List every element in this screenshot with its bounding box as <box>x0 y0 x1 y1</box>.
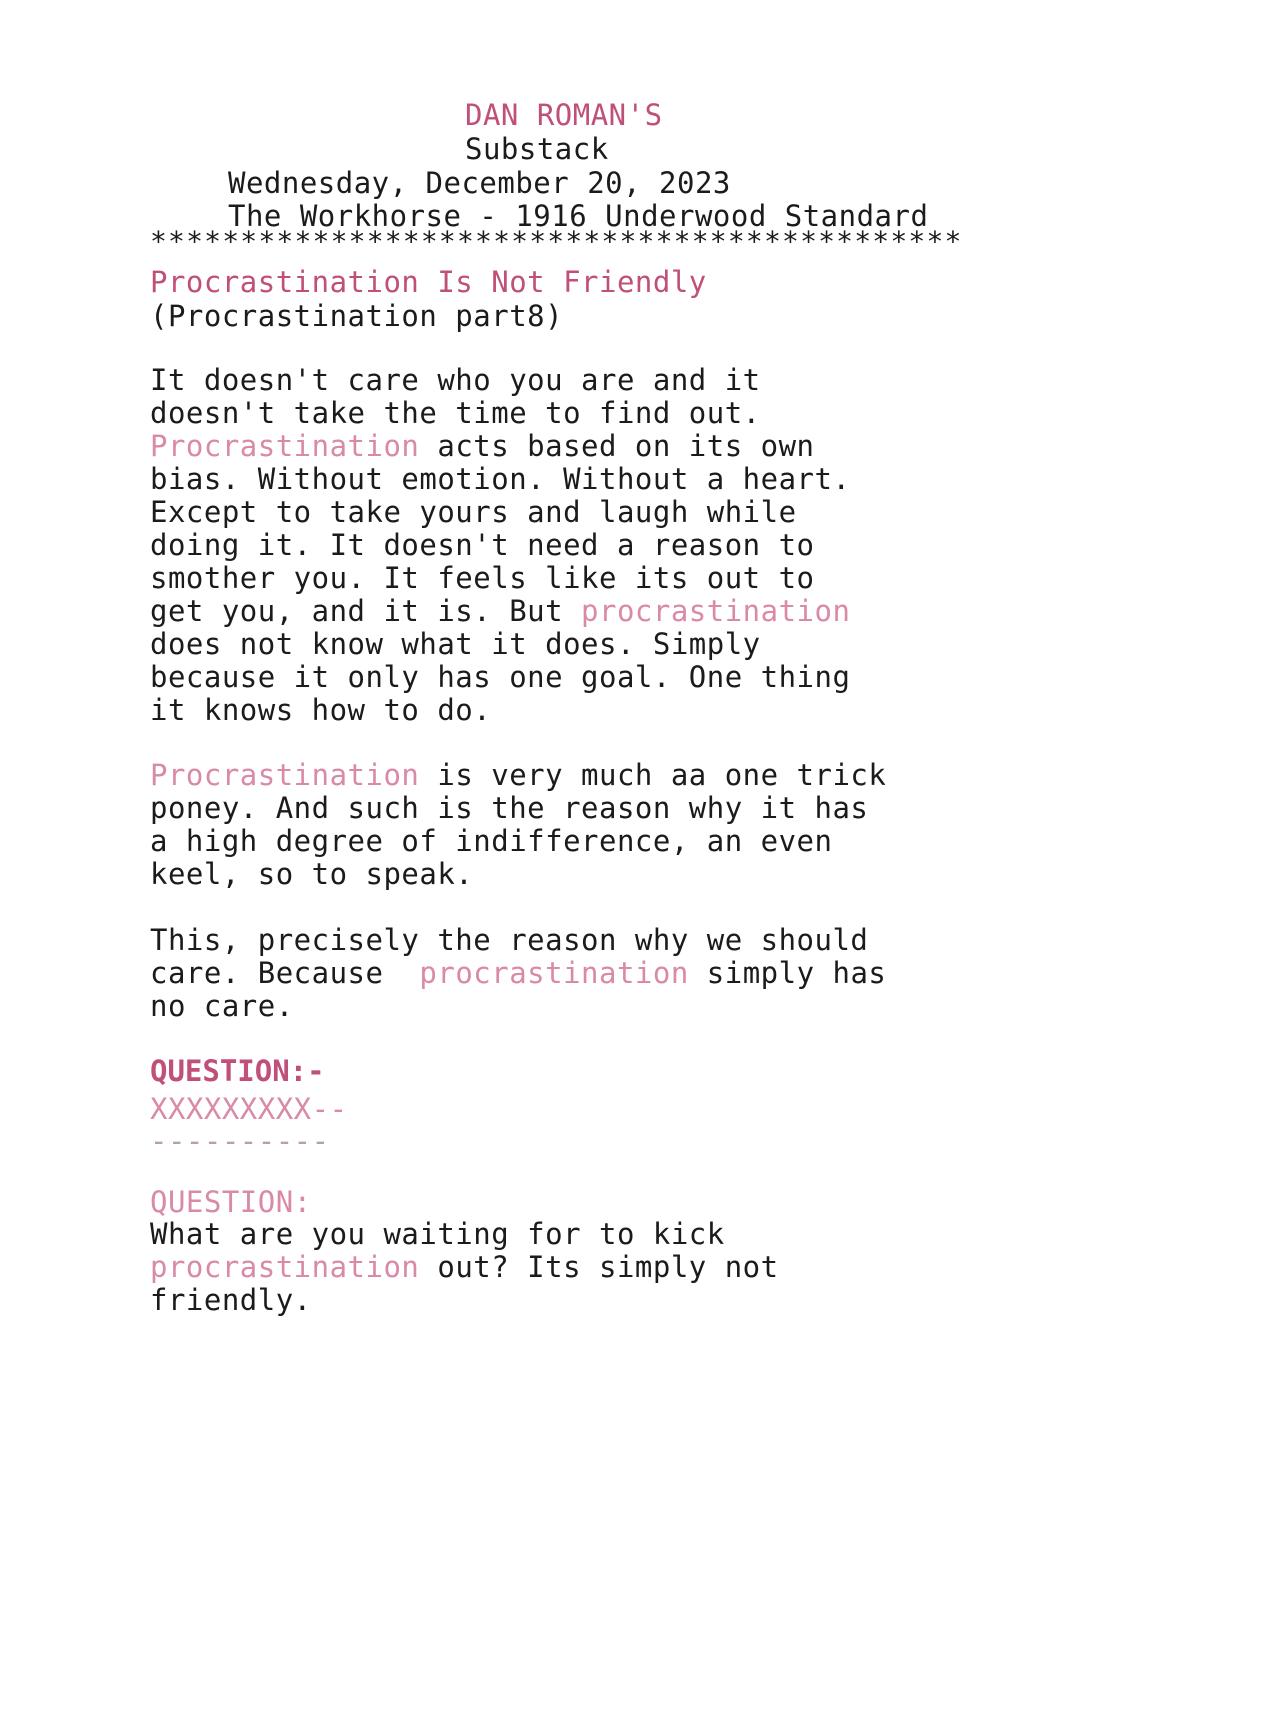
text-segment: Except to take yours and laugh while <box>150 495 797 529</box>
text-line <box>150 593 850 629</box>
text-line <box>150 659 850 695</box>
text-segment: doing it. It doesn't need a reason to <box>150 528 815 562</box>
text-segment: acts based on its own <box>419 429 815 463</box>
text-line <box>150 1216 725 1252</box>
text-segment: care. Because <box>150 956 420 990</box>
text-segment: is very much aa one trick <box>419 758 887 792</box>
highlighted-word: procrastination <box>150 1250 420 1284</box>
text-line <box>150 362 761 398</box>
text-segment: smother you. It feels like its out to <box>150 561 815 595</box>
text-line <box>150 823 832 859</box>
text-line <box>150 395 761 431</box>
text-segment: simply has <box>688 956 887 990</box>
text-line <box>150 1282 312 1318</box>
text-segment: it knows how to do. <box>150 693 492 727</box>
text-segment: friendly. <box>150 1283 312 1317</box>
text-line <box>150 757 886 793</box>
text-segment: get you, and it is. But <box>150 594 582 628</box>
text-segment: poney. And such is the reason why it has <box>150 791 869 825</box>
text-segment: does not know what it does. Simply <box>150 627 761 661</box>
question-label: QUESTION: <box>150 1185 312 1219</box>
text-segment: keel, so to speak. <box>150 857 474 891</box>
text-segment: What are you waiting for to kick <box>150 1217 725 1251</box>
text-line <box>150 955 886 991</box>
struck-x-line: XXXXXXXXX-- <box>150 1092 348 1126</box>
publication-name: Substack <box>465 132 609 166</box>
author-heading: DAN ROMAN'S <box>465 98 663 132</box>
text-line <box>150 1249 779 1285</box>
text-segment: It doesn't care who you are and it <box>150 363 761 397</box>
article-title: Procrastination Is Not Friendly <box>150 265 707 299</box>
highlighted-word: procrastination <box>419 956 689 990</box>
post-date: Wednesday, December 20, 2023 <box>228 166 731 200</box>
highlighted-word: Procrastination <box>150 429 420 463</box>
text-segment: out? Its simply not <box>419 1250 779 1284</box>
struck-dash-line: ---------- <box>150 1124 330 1158</box>
text-line <box>150 692 491 728</box>
text-line <box>150 922 868 958</box>
struck-question-word: QUESTION:- <box>150 1054 325 1088</box>
article-subtitle: (Procrastination part8) <box>150 299 564 333</box>
text-segment: bias. Without emotion. Without a heart. <box>150 462 851 496</box>
machine-credit: The Workhorse - 1916 Underwood Standard <box>228 199 929 233</box>
asterisk-divider: ********************************************* <box>150 225 963 258</box>
text-line <box>150 494 797 530</box>
text-line <box>150 988 294 1024</box>
text-segment: This, precisely the reason why we should <box>150 923 869 957</box>
text-segment: a high degree of indifference, an even <box>150 824 833 858</box>
text-line <box>150 560 815 596</box>
text-line <box>150 856 473 892</box>
text-line <box>150 790 868 826</box>
highlighted-word: procrastination <box>581 594 851 628</box>
highlighted-word: Procrastination <box>150 758 420 792</box>
text-line <box>150 461 850 497</box>
text-line <box>150 626 761 662</box>
text-line <box>150 428 815 464</box>
text-segment: because it only has one goal. One thing <box>150 660 851 694</box>
text-line <box>150 527 815 563</box>
text-segment: no care. <box>150 989 294 1023</box>
text-segment: doesn't take the time to find out. <box>150 396 761 430</box>
